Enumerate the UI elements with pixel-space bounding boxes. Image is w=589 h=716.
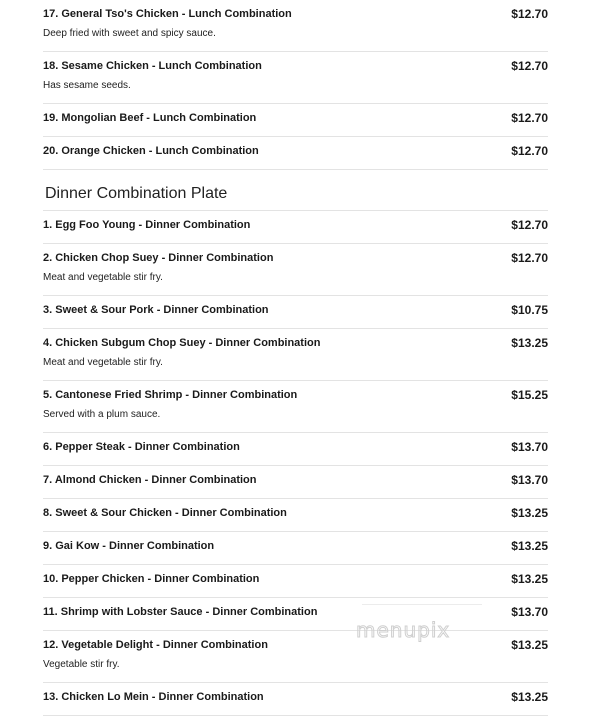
menu-item[interactable]: [43, 52, 548, 104]
item-name: 1. Egg Foo Young - Dinner Combination: [43, 219, 251, 231]
item-price: $12.70: [511, 111, 548, 125]
item-name: 6. Pepper Steak - Dinner Combination: [43, 441, 240, 453]
item-price: $12.70: [511, 7, 548, 21]
item-name: 18. Sesame Chicken - Lunch Combination: [43, 60, 262, 72]
menu-item[interactable]: [43, 532, 548, 565]
item-price: $10.75: [511, 303, 548, 317]
item-name: 19. Mongolian Beef - Lunch Combination: [43, 112, 257, 124]
item-name: 11. Shrimp with Lobster Sauce - Dinner Combination: [43, 606, 318, 618]
menu-item[interactable]: [43, 211, 548, 244]
item-price: $13.25: [511, 638, 548, 652]
item-name: 9. Gai Kow - Dinner Combination: [43, 540, 215, 552]
menu-item[interactable]: [43, 137, 548, 170]
item-price: $13.25: [511, 539, 548, 553]
item-price: $13.25: [511, 336, 548, 350]
menu-item[interactable]: [43, 466, 548, 499]
watermark-divider: [362, 604, 482, 605]
section-heading: [43, 170, 548, 211]
item-price: $13.70: [511, 605, 548, 619]
menu-item[interactable]: [43, 433, 548, 466]
item-description: Has sesame seeds.: [43, 80, 131, 91]
item-price: $12.70: [511, 144, 548, 158]
item-name: 12. Vegetable Delight - Dinner Combination: [43, 639, 268, 651]
item-description: Vegetable stir fry.: [43, 659, 120, 670]
item-description: Meat and vegetable stir fry.: [43, 272, 163, 283]
menu-item[interactable]: [43, 499, 548, 532]
item-name: 17. General Tso's Chicken - Lunch Combination: [43, 8, 292, 20]
item-name: 5. Cantonese Fried Shrimp - Dinner Combination: [43, 389, 298, 401]
menu-item[interactable]: [43, 381, 548, 433]
menu-item[interactable]: [43, 244, 548, 296]
section-title: Dinner Combination Plate: [45, 185, 228, 202]
watermark-logo: menupix: [356, 618, 451, 642]
item-price: $12.70: [511, 218, 548, 232]
item-price: $13.25: [511, 506, 548, 520]
item-price: $13.25: [511, 690, 548, 704]
item-name: 10. Pepper Chicken - Dinner Combination: [43, 573, 260, 585]
menu-item[interactable]: [43, 631, 548, 683]
item-name: 3. Sweet & Sour Pork - Dinner Combination: [43, 304, 269, 316]
item-name: 4. Chicken Subgum Chop Suey - Dinner Combination: [43, 337, 321, 349]
item-name: 8. Sweet & Sour Chicken - Dinner Combination: [43, 507, 287, 519]
item-price: $13.25: [511, 572, 548, 586]
item-description: Meat and vegetable stir fry.: [43, 357, 163, 368]
item-description: Served with a plum sauce.: [43, 409, 161, 420]
item-price: $15.25: [511, 388, 548, 402]
menu-item[interactable]: [43, 0, 548, 52]
menu-item[interactable]: [43, 565, 548, 598]
menu-item[interactable]: [43, 296, 548, 329]
menu-item[interactable]: [43, 683, 548, 716]
item-price: $12.70: [511, 59, 548, 73]
menu-item[interactable]: [43, 598, 548, 631]
menu-item[interactable]: [43, 329, 548, 381]
item-name: 2. Chicken Chop Suey - Dinner Combination: [43, 252, 274, 264]
item-price: $13.70: [511, 440, 548, 454]
item-name: 13. Chicken Lo Mein - Dinner Combination: [43, 691, 264, 703]
item-price: $13.70: [511, 473, 548, 487]
menu-list: [43, 0, 548, 716]
menu-item[interactable]: [43, 104, 548, 137]
item-name: 20. Orange Chicken - Lunch Combination: [43, 145, 259, 157]
item-description: Deep fried with sweet and spicy sauce.: [43, 28, 216, 39]
item-name: 7. Almond Chicken - Dinner Combination: [43, 474, 257, 486]
item-price: $12.70: [511, 251, 548, 265]
